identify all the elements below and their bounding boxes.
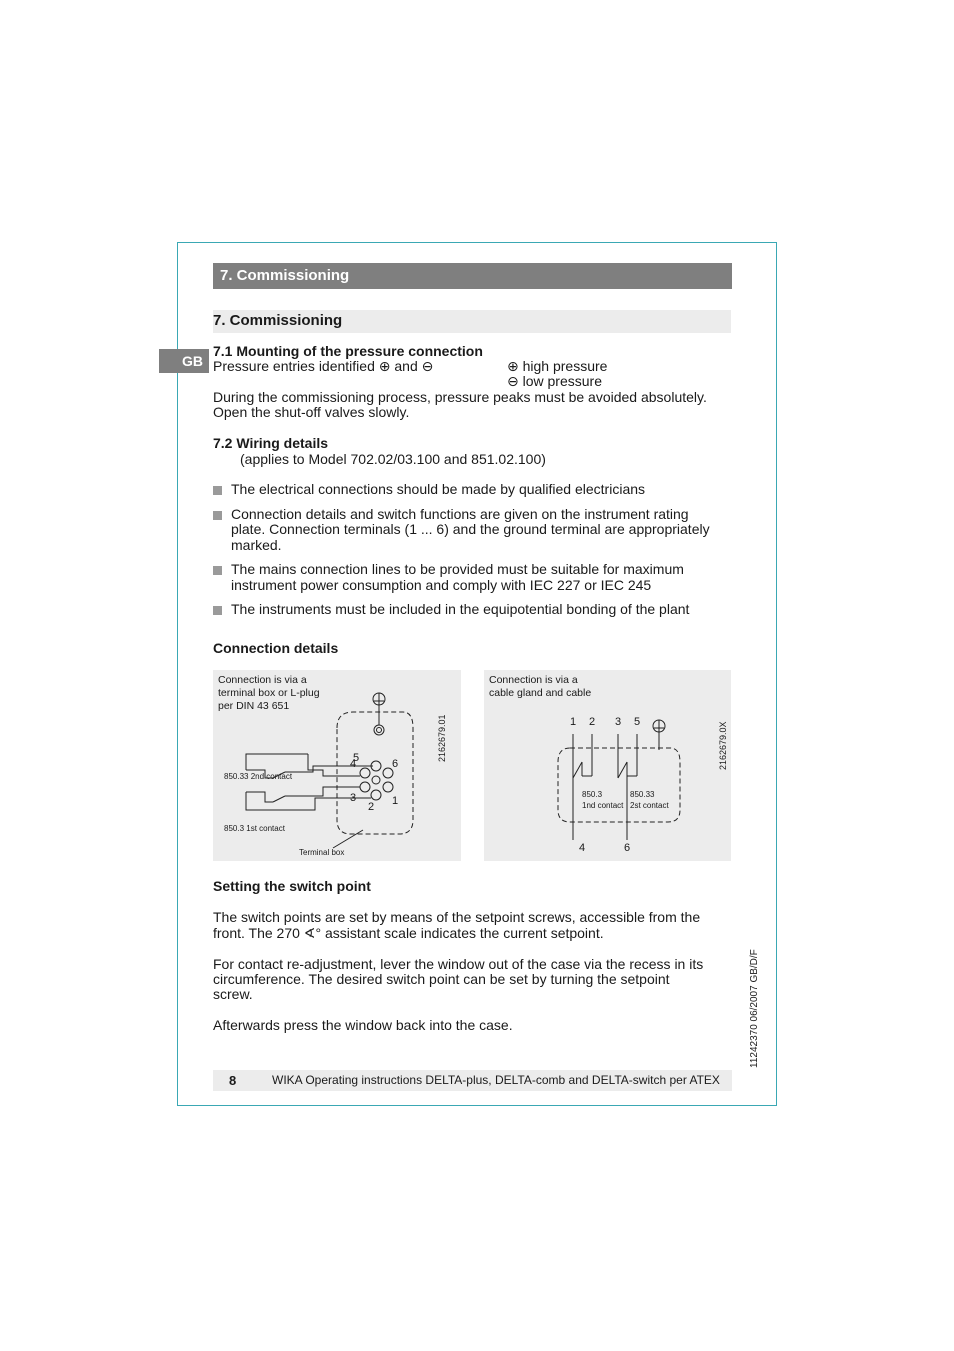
bullet-square-icon [213, 606, 222, 615]
s71-para-2: Open the shut-off valves slowly. [213, 404, 410, 420]
language-tab: GB [159, 349, 209, 373]
s71-para-1: During the commissioning process, pressure peaks must be avoided absolutely. [213, 389, 707, 405]
terminal-box-diagram: Connection is via a terminal box or L-plug per DIN 43 651 5 4 6 3 2 1 850.33 2nd contact 850.3 1st contact Terminal box 2162679.01 [213, 670, 461, 861]
cable-gland-diagram: Connection is via a cable gland and cable 1 2 3 5 4 6 850.3 1nd contact 850.33 2st contact 2162679.0X [484, 670, 731, 861]
list-item: The mains connection lines to be provided must be suitable for maximum instrument power consumption and comply with IEC 227 or IEC 245 [213, 562, 733, 593]
s71-entries: Pressure entries identified ⊕ and ⊖ [213, 358, 434, 374]
setpoint-para-2-line-2: circumference. The desired switch point can be set by turning the setpoint [213, 971, 670, 987]
list-item: The instruments must be included in the equipotential bonding of the plant [213, 602, 733, 618]
connection-heading: Connection details [213, 640, 339, 656]
setpoint-para-1-line-1: The switch points are set by means of the setpoint screws, accessible from the [213, 909, 701, 925]
bullet-square-icon [213, 566, 222, 575]
setpoint-para-1-line-2: front. The 270 ∢° assistant scale indicates the current setpoint. [213, 925, 604, 941]
setpoint-para-2-line-3: screw. [213, 986, 253, 1002]
footer-text: WIKA Operating instructions DELTA-plus, DELTA-comb and DELTA-switch per ATEX [272, 1073, 720, 1087]
high-pressure-label: ⊕ high pressure [507, 358, 608, 374]
section-title: 7. Commissioning [213, 310, 731, 333]
setpoint-para-3: Afterwards press the window back into the case. [213, 1017, 513, 1033]
page-number: 8 [229, 1073, 237, 1088]
cable-wiring-drawing [484, 670, 731, 861]
low-pressure-label: ⊖ low pressure [507, 373, 602, 389]
setpoint-heading: Setting the switch point [213, 878, 371, 894]
setpoint-para-2-line-1: For contact re-adjustment, lever the window out of the case via the recess in its [213, 956, 704, 972]
list-item: The electrical connections should be made by qualified electricians [213, 482, 733, 498]
s71-heading: 7.1 Mounting of the pressure connection [213, 343, 483, 359]
header-bar: 7. Commissioning [213, 263, 732, 289]
wiring-bullet-list [213, 482, 733, 627]
s72-note: (applies to Model 702.02/03.100 and 851.02.100) [240, 451, 546, 467]
bullet-square-icon [213, 486, 222, 495]
list-item: Connection details and switch functions are given on the instrument rating plate. Connection terminals (1 ... 6) and the ground terminal are appropriately marked. [213, 507, 733, 554]
s72-heading: 7.2 Wiring details [213, 435, 329, 451]
bullet-square-icon [213, 511, 222, 520]
footer [213, 1070, 732, 1091]
document-code: 11242370 06/2007 GB/D/F [749, 949, 760, 1068]
